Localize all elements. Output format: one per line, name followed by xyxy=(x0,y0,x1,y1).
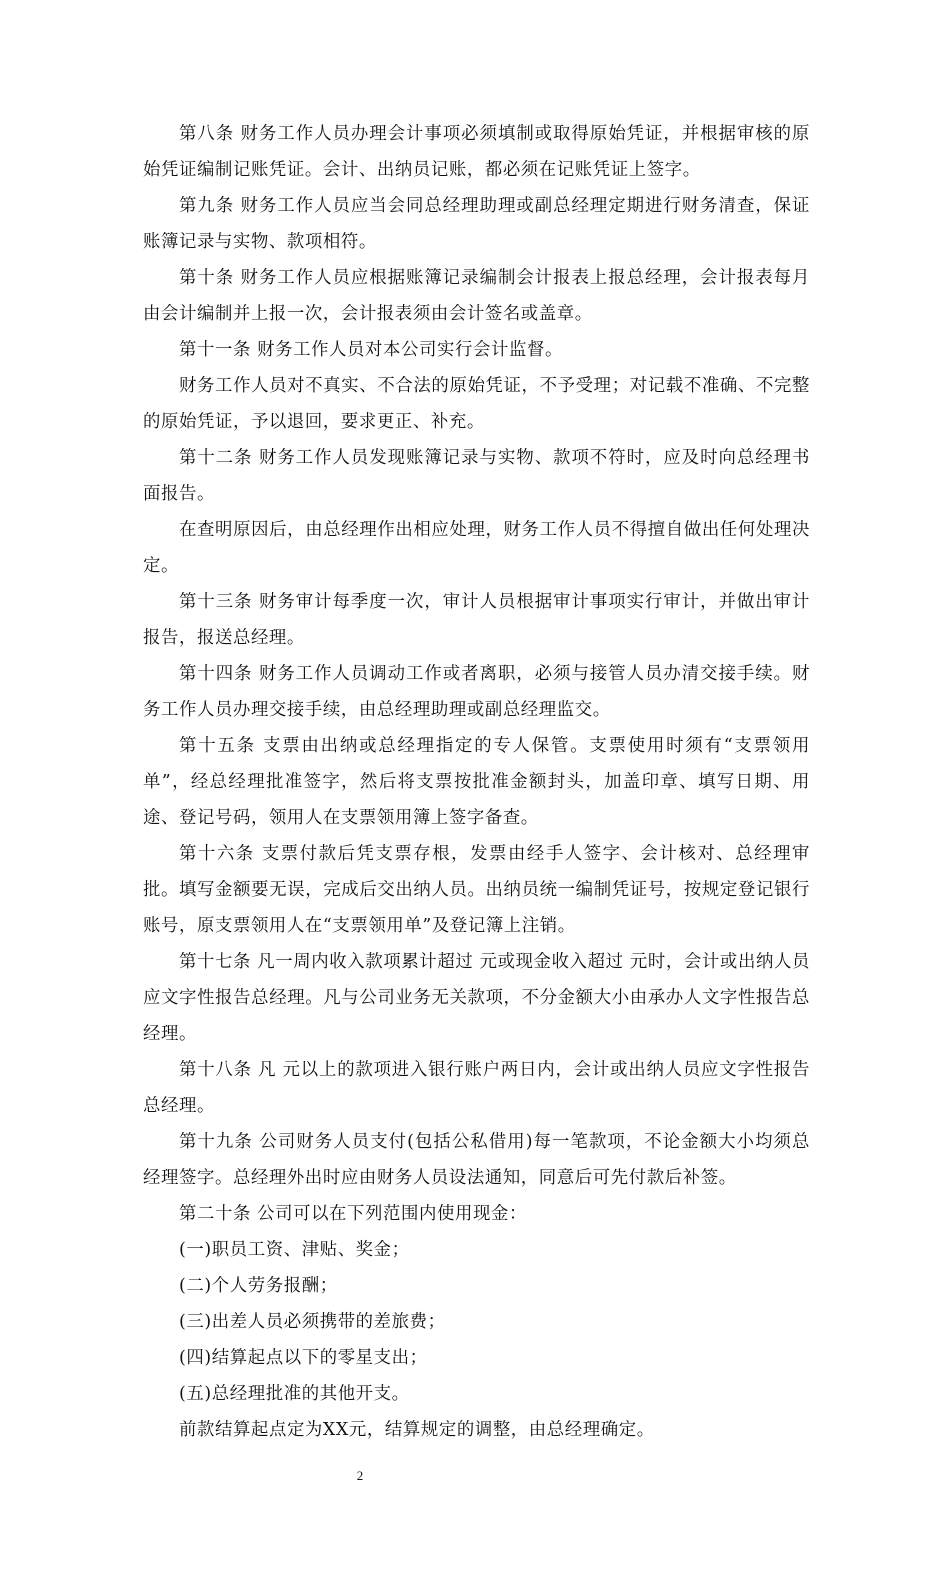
article-19: 第十九条 公司财务人员支付(包括公私借用)每一笔款项，不论金额大小均须总经理签字。总经理外出时应由财务人员设法通知，同意后可先付款后补签。 xyxy=(143,1132,810,1188)
article-8: 第八条 财务工作人员办理会计事项必须填制或取得原始凭证，并根据审核的原始凭证编制记账凭证。会计、出纳员记账，都必须在记账凭证上签字。 xyxy=(143,124,810,180)
article-16: 第十六条 支票付款后凭支票存根，发票由经手人签字、会计核对、总经理审批。填写金额要无误，完成后交出纳人员。出纳员统一编制凭证号，按规定登记银行账号，原支票领用人在“支票领用单”及登记簿上注销。 xyxy=(143,844,810,936)
article-11: 第十一条 财务工作人员对本公司实行会计监督。 xyxy=(179,340,563,360)
article-13: 第十三条 财务审计每季度一次，审计人员根据审计事项实行审计，并做出审计报告，报送总经理。 xyxy=(143,592,810,648)
article-14: 第十四条 财务工作人员调动工作或者离职，必须与接管人员办清交接手续。财务工作人员办理交接手续，由总经理助理或副总经理监交。 xyxy=(143,664,810,720)
document-body xyxy=(143,116,810,1448)
list-item-5: (五)总经理批准的其他开支。 xyxy=(179,1384,410,1404)
page-number: 2 xyxy=(356,1468,364,1483)
article-20: 第二十条 公司可以在下列范围内使用现金： xyxy=(179,1204,527,1224)
article-10: 第十条 财务工作人员应根据账簿记录编制会计报表上报总经理，会计报表每月由会计编制并上报一次，会计报表须由会计签名或盖章。 xyxy=(143,268,810,324)
article-12: 第十二条 财务工作人员发现账簿记录与实物、款项不符时，应及时向总经理书面报告。 xyxy=(143,448,810,504)
article-18: 第十八条 凡 元以上的款项进入银行账户两日内，会计或出纳人员应文字性报告总经理。 xyxy=(143,1060,810,1116)
article-20-note: 前款结算起点定为XX元，结算规定的调整，由总经理确定。 xyxy=(179,1420,655,1440)
article-11-detail: 财务工作人员对不真实、不合法的原始凭证，不予受理；对记载不准确、不完整的原始凭证，予以退回，要求更正、补充。 xyxy=(143,376,810,432)
list-item-2: (二)个人劳务报酬； xyxy=(179,1276,338,1296)
list-item-3: (三)出差人员必须携带的差旅费； xyxy=(179,1312,446,1332)
list-item-4: (四)结算起点以下的零星支出； xyxy=(179,1348,428,1368)
article-17: 第十七条 凡一周内收入款项累计超过 元或现金收入超过 元时，会计或出纳人员应文字性报告总经理。凡与公司业务无关款项，不分金额大小由承办人文字性报告总经理。 xyxy=(143,952,810,1044)
article-9: 第九条 财务工作人员应当会同总经理助理或副总经理定期进行财务清查，保证账簿记录与实物、款项相符。 xyxy=(143,196,810,252)
article-15: 第十五条 支票由出纳或总经理指定的专人保管。支票使用时须有“支票领用单”，经总经理批准签字，然后将支票按批准金额封头，加盖印章、填写日期、用途、登记号码，领用人在支票领用簿上签字备查。 xyxy=(143,736,810,828)
article-12-detail: 在查明原因后，由总经理作出相应处理，财务工作人员不得擅自做出任何处理决定。 xyxy=(143,520,810,576)
list-item-1: (一)职员工资、津贴、奖金； xyxy=(179,1240,410,1260)
